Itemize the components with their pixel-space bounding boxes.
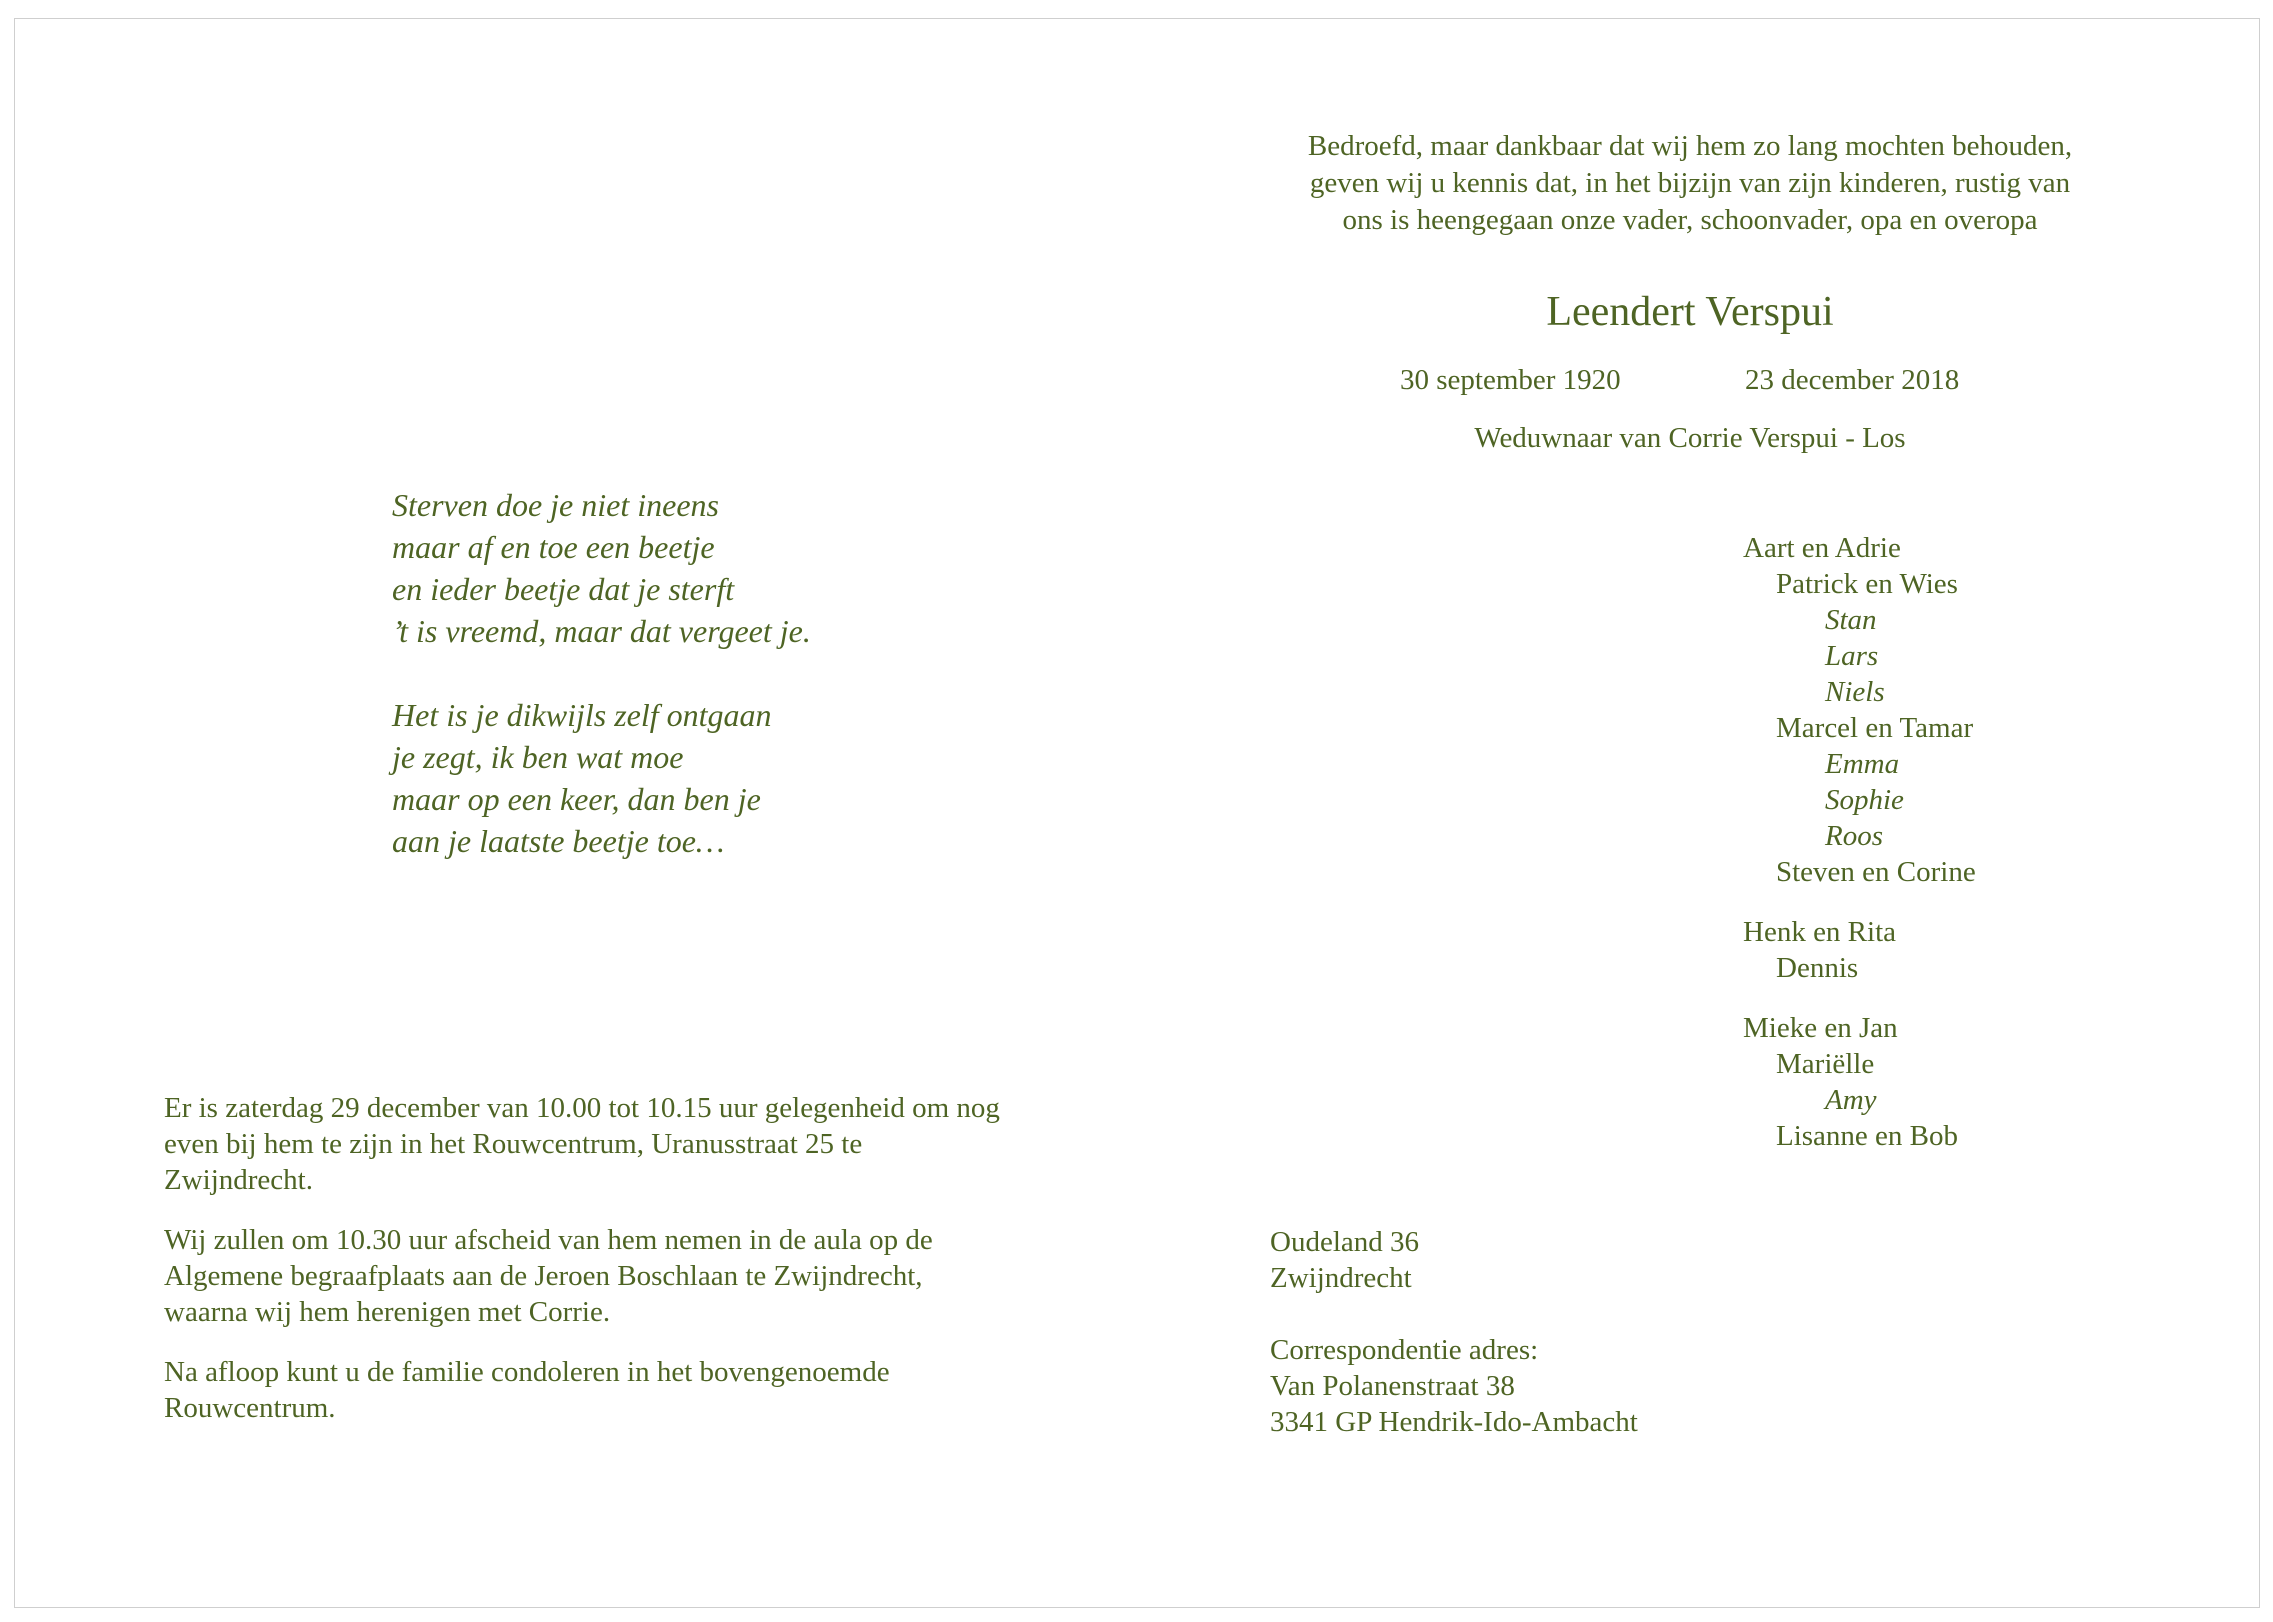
intro-text [1260, 128, 2120, 239]
family-great-grandchild: Lars [1825, 640, 1879, 672]
family-great-grandchild: Amy [1825, 1084, 1877, 1116]
death-date: 23 december 2018 [1745, 364, 1960, 396]
intro-line: Bedroefd, maar dankbaar dat wij hem zo lang mochten behouden, [1307, 130, 2073, 162]
family-children: Henk en Rita [1743, 916, 1897, 948]
poem-line: maar op een keer, dan ben je [392, 781, 761, 817]
widower-line: Weduwnaar van Corrie Verspui - Los [1474, 422, 1906, 454]
family-great-grandchild: Niels [1825, 676, 1885, 708]
family-grandchild: Steven en Corine [1776, 856, 1976, 888]
family-group [1743, 530, 1976, 890]
family-group [1743, 1010, 1976, 1154]
arrangements-paragraph: Er is zaterdag 29 december van 10.00 tot 10.15 uur gelegenheid om nog even bij hem te zijn in het Rouwcentrum, Uranusstraat 25 te Zwijndrecht. [164, 1092, 1000, 1196]
family-great-grandchild: Sophie [1825, 784, 1904, 816]
intro-line: geven wij u kennis dat, in het bijzijn van zijn kinderen, rustig van [1309, 167, 2071, 199]
poem-line: Sterven doe je niet ineens [392, 487, 719, 523]
poem [392, 484, 811, 904]
home-address-line: Zwijndrecht [1270, 1262, 1412, 1294]
poem-stanza [392, 484, 811, 652]
family-grandchild: Marcel en Tamar [1776, 712, 1974, 744]
deceased-name: Leendert Verspui [1546, 289, 1834, 335]
poem-stanza [392, 694, 811, 862]
family-group [1743, 914, 1976, 986]
correspondence-label: Correspondentie adres: [1270, 1334, 1539, 1366]
family-great-grandchild: Roos [1825, 820, 1883, 852]
correspondence-address-line: 3341 GP Hendrik-Ido-Ambacht [1270, 1406, 1638, 1438]
family-great-grandchild: Stan [1825, 604, 1877, 636]
family-children: Mieke en Jan [1743, 1012, 1898, 1044]
arrangements [164, 1090, 1004, 1450]
poem-line: je zegt, ik ben wat moe [392, 739, 684, 775]
family-great-grandchild: Emma [1825, 748, 1900, 780]
poem-line: Het is je dikwijls zelf ontgaan [392, 697, 772, 733]
family-children: Aart en Adrie [1743, 532, 1901, 564]
family-grandchild: Lisanne en Bob [1776, 1120, 1959, 1152]
arrangements-paragraph: Na afloop kunt u de familie condoleren in het bovengenoemde Rouwcentrum. [164, 1356, 890, 1424]
address-block [1270, 1224, 1638, 1440]
poem-line: maar af en toe een beetje [392, 529, 715, 565]
family-grandchild: Patrick en Wies [1776, 568, 1958, 600]
home-address-line: Oudeland 36 [1270, 1226, 1419, 1258]
family-grandchild: Mariëlle [1776, 1048, 1875, 1080]
correspondence-address-line: Van Polanenstraat 38 [1270, 1370, 1515, 1402]
poem-line: en ieder beetje dat je sterft [392, 571, 735, 607]
intro-line: ons is heengegaan onze vader, schoonvader, opa en overopa [1342, 204, 2038, 236]
address-spacer [1270, 1296, 1638, 1332]
birth-date: 30 september 1920 [1400, 364, 1621, 396]
poem-line: aan je laatste beetje toe… [392, 823, 725, 859]
arrangements-paragraph: Wij zullen om 10.30 uur afscheid van hem nemen in de aula op de Algemene begraafplaats aan de Jeroen Boschlaan te Zwijndrecht, waarna wij hem herenigen met Corrie. [164, 1224, 933, 1328]
family-grandchild: Dennis [1776, 952, 1859, 984]
family-list [1743, 530, 1976, 1154]
poem-line: ’t is vreemd, maar dat vergeet je. [392, 613, 811, 649]
